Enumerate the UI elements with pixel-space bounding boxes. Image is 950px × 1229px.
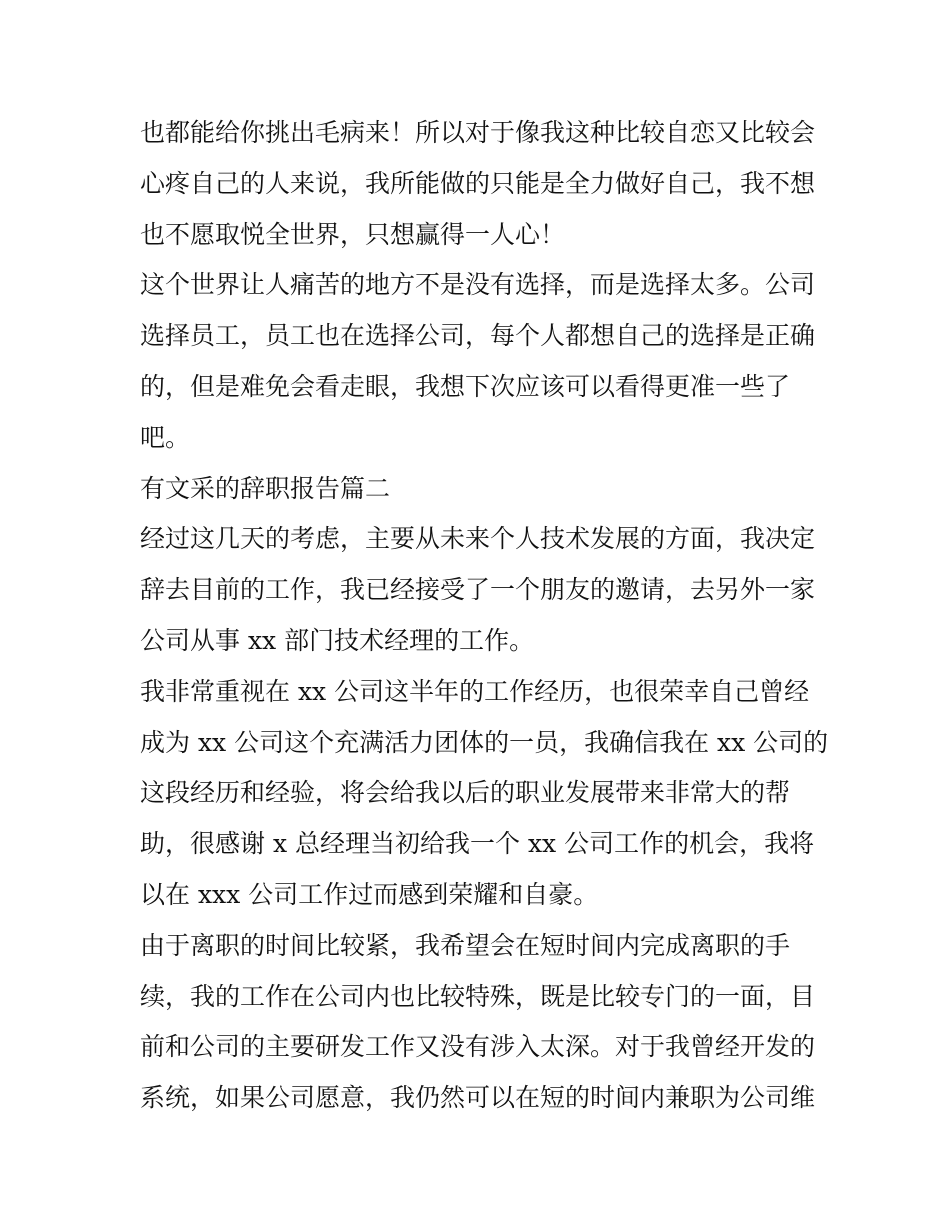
text-line: 的，但是难免会看走眼，我想下次应该可以看得更准一些了: [140, 371, 791, 401]
text-line: 公司从事 xx 部门技术经理的工作。: [140, 625, 535, 655]
document-body: [140, 108, 829, 1124]
text-line: 助，很感谢 x 总经理当初给我一个 xx 公司工作的机会，我将: [140, 829, 815, 859]
text-line: 也都能给你挑出毛病来！所以对于像我这种比较自恋又比较会: [140, 118, 816, 147]
section-heading: 有文采的辞职报告篇二: [140, 473, 391, 503]
text-line: 这个世界让人痛苦的地方不是没有选择，而是选择太多。公司: [140, 270, 816, 300]
text-line: 成为 xx 公司这个充满活力团体的一员，我确信我在 xx 公司的: [140, 727, 829, 757]
text-line: 以在 xxx 公司工作过而感到荣耀和自豪。: [140, 879, 599, 909]
text-line: 前和公司的主要研发工作又没有涉入太深。对于我曾经开发的: [140, 1032, 816, 1062]
text-line: 也不愿取悦全世界，只想赢得一人心！: [140, 219, 566, 249]
text-line: 心疼自己的人来说，我所能做的只能是全力做好自己，我不想: [140, 168, 816, 198]
text-line: 辞去目前的工作，我已经接受了一个朋友的邀请，去另外一家: [140, 575, 816, 605]
text-line: 这段经历和经验，将会给我以后的职业发展带来非常大的帮: [140, 778, 791, 808]
text-line: 选择员工，员工也在选择公司，每个人都想自己的选择是正确: [140, 321, 816, 351]
text-line: 由于离职的时间比较紧，我希望会在短时间内完成离职的手: [140, 930, 791, 960]
text-line: 续，我的工作在公司内也比较特殊，既是比较专门的一面，目: [140, 981, 816, 1011]
text-line: 系统，如果公司愿意，我仍然可以在短的时间内兼职为公司维: [140, 1083, 816, 1113]
text-line: 经过这几天的考虑，主要从未来个人技术发展的方面，我决定: [140, 524, 816, 554]
text-line: 吧。: [140, 422, 191, 452]
text-line: 我非常重视在 xx 公司这半年的工作经历，也很荣幸自己曾经: [140, 676, 810, 706]
